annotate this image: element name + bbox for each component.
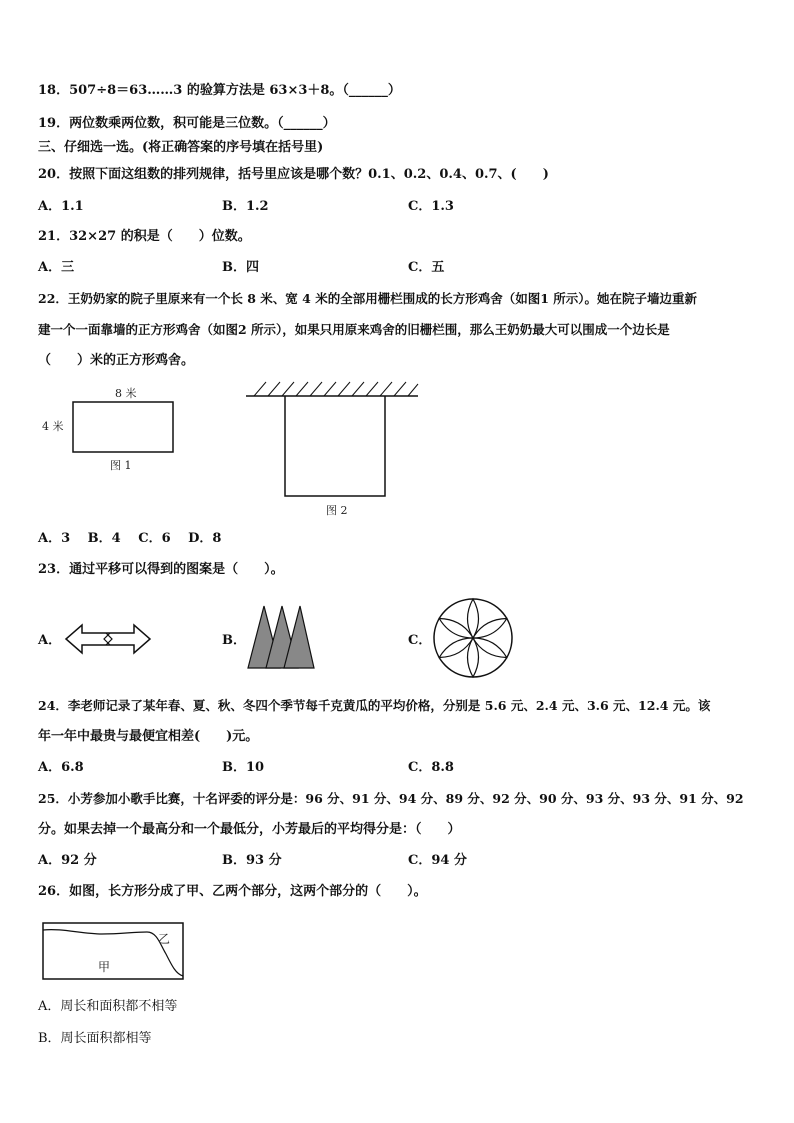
q25-option-c[interactable]: C．94 分 bbox=[408, 853, 467, 868]
q24-option-b[interactable]: B．10 bbox=[222, 760, 265, 775]
q25-option-b[interactable]: B．93 分 bbox=[222, 853, 282, 868]
question-22-line-1: 22．王奶奶家的院子里原来有一个长 8 米、宽 4 米的全部用栅栏围成的长方形鸡舍（如图1 所示）。她在院子墙边重新 bbox=[38, 291, 697, 306]
fig2-wall-square bbox=[246, 380, 418, 500]
q25-option-a[interactable]: A．92 分 bbox=[38, 853, 97, 868]
q20-option-b[interactable]: B．1.2 bbox=[222, 199, 269, 214]
question-19: 19．两位数乘两位数，积可能是三位数。（______） bbox=[38, 116, 336, 131]
fig1-width-label: 8 米 bbox=[115, 387, 137, 400]
q21-option-c[interactable]: C．五 bbox=[408, 260, 445, 275]
question-26: 26．如图，长方形分成了甲、乙两个部分，这两个部分的（ ）。 bbox=[38, 884, 427, 899]
q26-part-a-label: 甲 bbox=[98, 960, 111, 974]
q21-option-a[interactable]: A．三 bbox=[38, 260, 75, 275]
q26-option-b[interactable]: B．周长面积都相等 bbox=[38, 1031, 152, 1046]
double-arrow-icon bbox=[64, 622, 152, 656]
question-21: 21．32×27 的积是（ ）位数。 bbox=[38, 229, 251, 244]
triangles-icon bbox=[246, 604, 316, 670]
flower-circle-icon bbox=[432, 597, 514, 679]
q24-option-c[interactable]: C．8.8 bbox=[408, 760, 454, 775]
q26-part-b-label: 乙 bbox=[158, 932, 171, 946]
q22-options[interactable]: A．3 B．4 C．6 D．8 bbox=[38, 531, 222, 546]
q20-option-a[interactable]: A．1.1 bbox=[38, 199, 84, 214]
q21-option-b[interactable]: B．四 bbox=[222, 260, 259, 275]
q23-option-a[interactable]: A． bbox=[38, 633, 62, 648]
fig1-caption: 图 1 bbox=[110, 459, 132, 472]
question-22-line-2: 建一个一面靠墙的正方形鸡舍（如图2 所示），如果只用原来鸡舍的旧栅栏围，那么王奶奶最大可以围成一个边长是 bbox=[38, 322, 670, 337]
question-23: 23．通过平移可以得到的图案是（ ）。 bbox=[38, 562, 284, 577]
question-25-line-1: 25．小芳参加小歌手比赛，十名评委的评分是：96 分、91 分、94 分、89 分、92 分、90 分、93 分、93 分、91 分、92 bbox=[38, 791, 744, 806]
question-25-line-2: 分。如果去掉一个最高分和一个最低分，小芳最后的平均得分是：（ ） bbox=[38, 822, 461, 837]
q26-option-a[interactable]: A．周长和面积都不相等 bbox=[38, 999, 178, 1014]
question-20: 20．按照下面这组数的排列规律，括号里应该是哪个数？0.1、0.2、0.4、0.7、( ) bbox=[38, 167, 549, 182]
question-24-line-2: 年一年中最贵与最便宜相差( )元。 bbox=[38, 729, 259, 744]
question-18: 18．507÷8＝63……3 的验算方法是 63×3＋8。（______） bbox=[38, 83, 401, 98]
fig1-rectangle bbox=[72, 401, 174, 453]
q23-option-c[interactable]: C． bbox=[408, 633, 432, 648]
fig1-height-label: 4 米 bbox=[42, 420, 64, 433]
question-22-line-3: （ ）米的正方形鸡舍。 bbox=[38, 353, 195, 368]
question-24-line-1: 24．李老师记录了某年春、夏、秋、冬四个季节每千克黄瓜的平均价格，分别是 5.6 元、2.4 元、3.6 元、12.4 元。该 bbox=[38, 698, 711, 713]
q23-option-b[interactable]: B． bbox=[222, 633, 246, 648]
fig2-caption: 图 2 bbox=[326, 504, 348, 517]
section-heading-3: 三、仔细选一选。(将正确答案的序号填在括号里) bbox=[38, 140, 324, 155]
q24-option-a[interactable]: A．6.8 bbox=[38, 760, 84, 775]
q20-option-c[interactable]: C．1.3 bbox=[408, 199, 454, 214]
